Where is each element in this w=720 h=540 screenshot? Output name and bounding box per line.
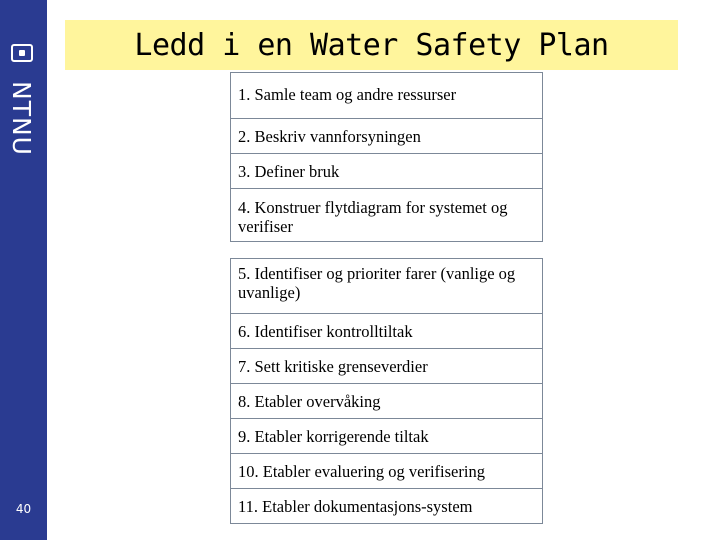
step-label: 7. Sett kritiske grenseverdier	[238, 357, 428, 376]
step-item	[231, 259, 542, 313]
title-bar	[65, 20, 678, 70]
step-label: 6. Identifiser kontrolltiltak	[238, 322, 413, 341]
steps-group-preparation	[230, 72, 543, 242]
ntnu-logo	[6, 68, 36, 168]
step-label: 2. Beskriv vannforsyningen	[238, 127, 421, 146]
ntnu-logo-icon	[11, 44, 33, 62]
step-item	[231, 348, 542, 383]
page-title: Ledd i en Water Safety Plan	[134, 28, 609, 63]
step-label: 3. Definer bruk	[238, 162, 340, 181]
step-item	[231, 488, 542, 522]
step-item	[231, 118, 542, 153]
step-label: 4. Konstruer flytdiagram for systemet og verifiser	[238, 198, 508, 236]
step-item	[231, 383, 542, 418]
step-label: 5. Identifiser og prioriter farer (vanlige og uvanlige)	[238, 264, 516, 302]
step-item	[231, 418, 542, 453]
step-label: 11. Etabler dokumentasjons-system	[238, 497, 473, 516]
ntnu-sidebar	[0, 0, 47, 540]
steps-group-hazards-controls	[230, 258, 543, 524]
step-item	[231, 453, 542, 488]
page-number: 40	[15, 502, 32, 516]
step-label: 10. Etabler evaluering og verifisering	[238, 462, 485, 481]
step-label: 1. Samle team og andre ressurser	[238, 85, 457, 104]
step-label: 9. Etabler korrigerende tiltak	[238, 427, 429, 446]
step-item	[231, 188, 542, 240]
step-item	[231, 73, 542, 118]
step-label: 8. Etabler overvåking	[238, 392, 381, 411]
step-item	[231, 313, 542, 348]
step-item	[231, 153, 542, 188]
logo-text: NTNU	[6, 80, 36, 156]
